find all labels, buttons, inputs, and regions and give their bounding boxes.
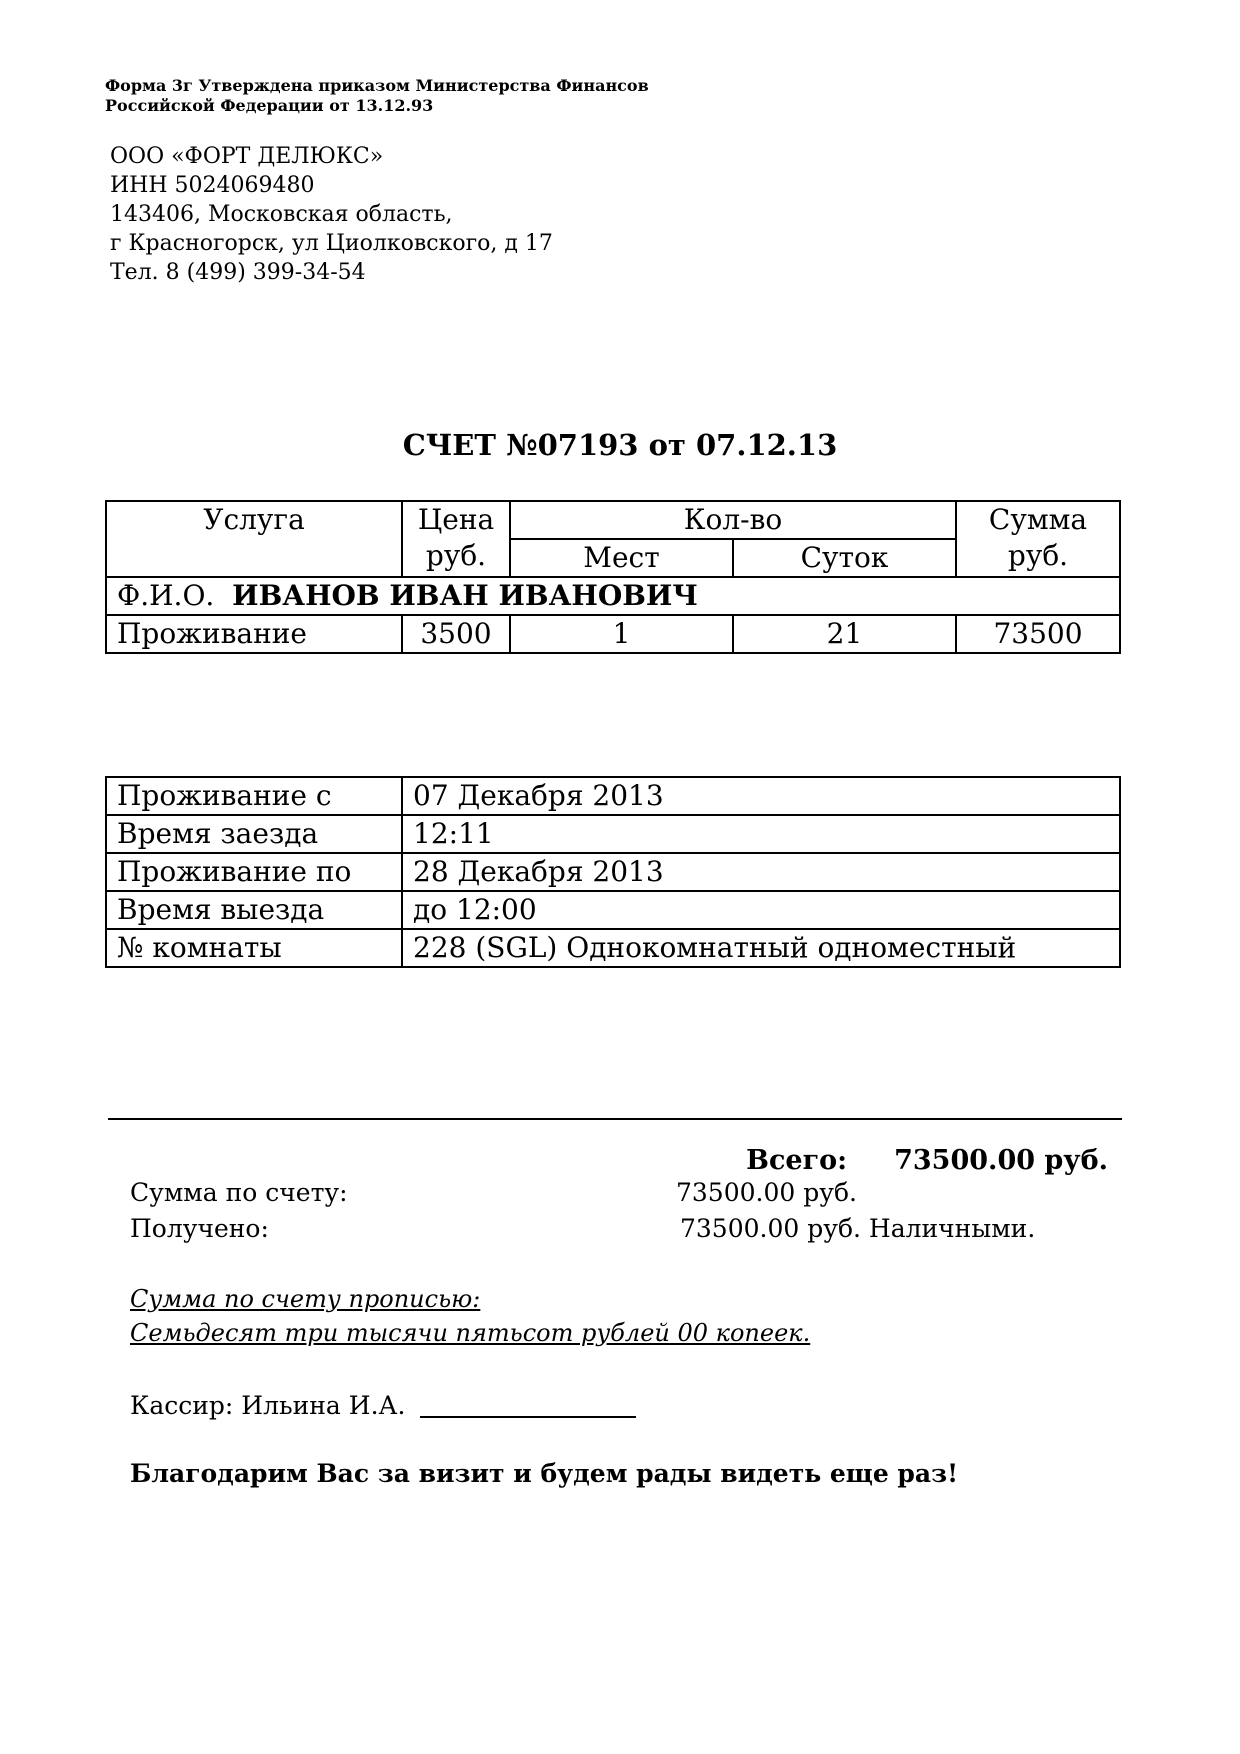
stay-label: Время заезда	[106, 815, 402, 853]
bill-value: 73500.00 руб.	[676, 1178, 857, 1207]
header-sum-line-2: руб.	[1007, 539, 1069, 572]
org-phone: Тел. 8 (499) 399-34-54	[110, 260, 366, 285]
table-row	[106, 853, 1120, 891]
row-price: 3500	[402, 615, 510, 653]
bill-label: Сумма по счету:	[130, 1178, 348, 1207]
table-row	[106, 891, 1120, 929]
header-price	[402, 501, 510, 577]
row-days: 21	[733, 615, 956, 653]
form-note	[105, 76, 649, 116]
table-row	[106, 777, 1120, 815]
guest-name: ИВАНОВ ИВАН ИВАНОВИЧ	[232, 579, 698, 612]
header-price-line-2: руб.	[425, 539, 487, 572]
form-note-line-1: Форма 3г Утверждена приказом Министерства Финансов	[105, 76, 649, 95]
stay-label: Время выезда	[106, 891, 402, 929]
signature-line	[420, 1416, 636, 1418]
organization-block	[110, 142, 553, 287]
amount-words-label: Сумма по счету прописью:	[130, 1285, 481, 1313]
stay-value: до 12:00	[402, 891, 1120, 929]
header-places: Мест	[510, 539, 733, 577]
stay-value: 28 Декабря 2013	[402, 853, 1120, 891]
services-table	[105, 500, 1121, 654]
stay-value: 07 Декабря 2013	[402, 777, 1120, 815]
row-service: Проживание	[106, 615, 402, 653]
header-service: Услуга	[106, 501, 402, 577]
total-label: Всего:	[746, 1145, 848, 1176]
grand-total	[746, 1145, 1108, 1176]
stay-label: Проживание с	[106, 777, 402, 815]
amount-words-value: Семьдесят три тысячи пятьсот рублей 00 копеек.	[130, 1319, 811, 1347]
table-row	[106, 815, 1120, 853]
form-note-line-2: Российской Федерации от 13.12.93	[105, 96, 434, 115]
received-value: 73500.00 руб. Наличными.	[680, 1214, 1036, 1243]
header-sum-line-1: Сумма	[988, 503, 1088, 536]
total-value: 73500.00 руб.	[894, 1145, 1108, 1176]
divider	[108, 1118, 1122, 1120]
cashier: Кассир: Ильина И.А.	[130, 1391, 406, 1420]
header-days: Суток	[733, 539, 956, 577]
table-row	[106, 929, 1120, 967]
org-name: ООО «ФОРТ ДЕЛЮКС»	[110, 144, 384, 169]
header-qty: Кол-во	[510, 501, 956, 539]
row-sum: 73500	[956, 615, 1120, 653]
row-places: 1	[510, 615, 733, 653]
stay-table	[105, 776, 1121, 968]
table-row	[106, 615, 1120, 653]
stay-value: 228 (SGL) Однокомнатный одноместный	[402, 929, 1120, 967]
org-address-2: г Красногорск, ул Циолковского, д 17	[110, 231, 553, 256]
stay-value: 12:11	[402, 815, 1120, 853]
org-address-1: 143406, Московская область,	[110, 202, 453, 227]
received-label: Получено:	[130, 1214, 269, 1243]
invoice-title: СЧЕТ №07193 от 07.12.13	[402, 428, 838, 462]
header-price-line-1: Цена	[417, 503, 495, 536]
guest-row	[106, 577, 1120, 615]
header-sum	[956, 501, 1120, 577]
guest-label: Ф.И.О.	[117, 579, 215, 612]
stay-label: № комнаты	[106, 929, 402, 967]
thanks-message: Благодарим Вас за визит и будем рады видеть еще раз!	[130, 1459, 959, 1488]
stay-label: Проживание по	[106, 853, 402, 891]
org-inn: ИНН 5024069480	[110, 173, 315, 198]
